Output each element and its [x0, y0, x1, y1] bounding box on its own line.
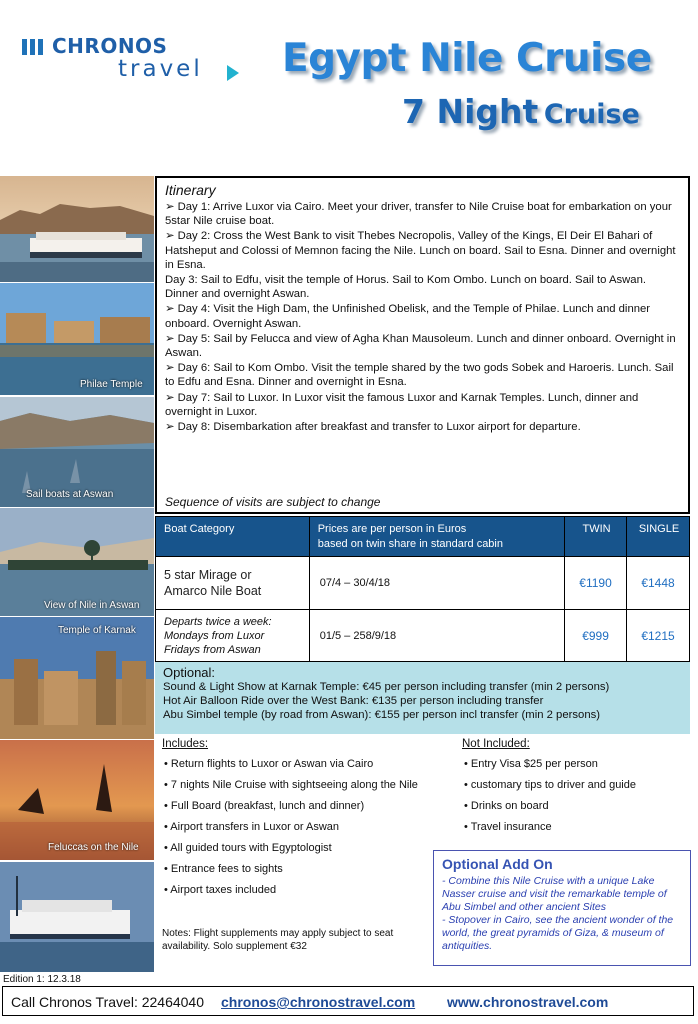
header-boat-category: Boat Category	[156, 517, 310, 557]
logo-bars-icon	[22, 39, 46, 55]
photo-cruise-ship	[0, 862, 154, 972]
photo-caption: View of Nile in Aswan	[44, 600, 140, 611]
header-prices-line2: based on twin share in standard cabin	[317, 538, 503, 550]
optional-item: Abu Simbel temple (by road from Aswan): €155 per person incl transfer (min 2 persons)	[163, 709, 601, 721]
single-price-cell: €1448	[627, 557, 690, 610]
addon-item: - Stopover in Cairo, see the ancient wonder of the world, the great pyramids of Giza, & museum of antiquities.	[442, 914, 674, 952]
includes-title: Includes:	[162, 738, 209, 750]
list-item: • Airport transfers in Luxor or Aswan	[164, 821, 340, 833]
itinerary-day: ➢ Day 8: Disembarkation after breakfast and transfer to Luxor airport for departure.	[165, 421, 581, 434]
optional-extras	[155, 662, 690, 734]
not-included-list	[462, 738, 687, 838]
itinerary-box	[155, 176, 690, 514]
itinerary-title: Itinerary	[165, 182, 216, 198]
photo-cruise-boat	[0, 176, 154, 282]
contact-footer	[2, 986, 694, 1016]
optional-item: Sound & Light Show at Karnak Temple: €45 per person including transfer (min 2 persons)	[163, 681, 610, 693]
departs-line2: Mondays from Luxor	[164, 629, 265, 642]
itinerary-day: ➢ Day 7: Sail to Luxor. In Luxor visit the famous Luxor and Karnak Temples. Lunch, dinner and overnight in Luxor.	[165, 391, 639, 418]
list-item: • Travel insurance	[464, 821, 552, 833]
photo-caption: Temple of Karnak	[58, 625, 136, 636]
list-item: • customary tips to driver and guide	[464, 779, 636, 791]
logo-play-icon	[227, 65, 239, 81]
website-link[interactable]: www.chronostravel.com	[447, 994, 609, 1010]
page-subtitle	[402, 92, 640, 131]
addon-title: Optional Add On	[442, 856, 553, 872]
itinerary-day: Day 3: Sail to Edfu, visit the temple of Horus. Sail to Kom Ombo. Lunch on board. Sail to Aswan. Dinner and overnight Aswan.	[165, 274, 646, 301]
price-table-header	[156, 517, 690, 557]
email-link[interactable]: chronos@chronostravel.com	[221, 994, 416, 1010]
header-prices	[309, 517, 564, 557]
itinerary-day: ➢ Day 2: Cross the West Bank to visit Thebes Necropolis, Valley of the Kings, El Deir El Bahari of Hatsheput and Colossi of Memnon facing the Nile. Lunch on board. Sail to Esna. Dinner and overnight in Esna.	[165, 230, 676, 271]
twin-price-cell: €999	[565, 610, 627, 662]
departs-line3: Fridays from Aswan	[164, 643, 261, 656]
list-item: • Return flights to Luxor or Aswan via Cairo	[164, 758, 374, 770]
boat-name-cell	[156, 557, 310, 610]
date-range-cell: 01/5 – 258/9/18	[309, 610, 564, 662]
includes-list	[162, 738, 442, 901]
departs-line1: Departs twice a week:	[164, 615, 272, 628]
list-item: • Full Board (breakfast, lunch and dinner)	[164, 800, 365, 812]
optional-title: Optional:	[163, 665, 216, 680]
logo-brand-bottom: travel	[118, 56, 203, 82]
photo-sail-boats-aswan	[0, 397, 154, 507]
subtitle-big: 7 Night	[402, 92, 539, 131]
header-twin: TWIN	[565, 517, 627, 557]
phone-text: Call Chronos Travel: 22464040	[11, 994, 205, 1010]
table-row	[156, 557, 690, 610]
itinerary-day: ➢ Day 5: Sail by Felucca and view of Agha Khan Mausoleum. Lunch and dinner onboard. Overnight in Aswan.	[165, 332, 676, 360]
optional-addon-box	[433, 850, 691, 966]
photo-feluccas-nile	[0, 740, 154, 860]
list-item: • Entry Visa $25 per person	[464, 758, 598, 770]
itinerary-day: ➢ Day 6: Sail to Kom Ombo. Visit the temple shared by the two gods Sobek and Haroeris. Lunch. Sail to Edfu and Esna. Dinner and overnight in Esna.	[165, 362, 674, 389]
photo-temple-karnak	[0, 617, 154, 739]
list-item: • All guided tours with Egyptologist	[164, 842, 332, 854]
list-item: • Entrance fees to sights	[164, 863, 283, 875]
header-single: SINGLE	[627, 517, 690, 557]
page-title: Egypt Nile Cruise	[282, 36, 652, 81]
twin-price-cell: €1190	[565, 557, 627, 610]
not-included-title: Not Included:	[462, 738, 530, 750]
logo-brand-top: CHRONOS	[52, 34, 168, 58]
single-price-cell: €1215	[627, 610, 690, 662]
list-item: • Drinks on board	[464, 800, 549, 812]
optional-item: Hot Air Balloon Ride over the West Bank: €135 per person including transfer	[163, 695, 544, 707]
departs-cell	[156, 610, 310, 662]
table-row	[156, 610, 690, 662]
photo-caption: Feluccas on the Nile	[48, 842, 139, 853]
itinerary-day: ➢ Day 1: Arrive Luxor via Cairo. Meet your driver, transfer to Nile Cruise boat for embarkation on your 5star Nile cruise boat.	[165, 201, 672, 228]
edition-label: Edition 1: 12.3.18	[3, 974, 81, 985]
chronos-logo	[22, 36, 232, 86]
boat-name-line2: Amarco Nile Boat	[164, 584, 262, 598]
boat-name-line1: 5 star Mirage or	[164, 568, 252, 582]
itinerary-note: Sequence of visits are subject to change	[165, 495, 381, 509]
photo-caption: Sail boats at Aswan	[26, 489, 114, 500]
notes-text: Notes: Flight supplements may apply subject to seat availability. Solo supplement €32	[162, 928, 394, 952]
list-item: • Airport taxes included	[164, 884, 277, 896]
photo-philae-temple	[0, 283, 154, 395]
list-item: • 7 nights Nile Cruise with sightseeing along the Nile	[164, 779, 418, 791]
itinerary-day: ➢ Day 4: Visit the High Dam, the Unfinished Obelisk, and the Temple of Philae. Lunch and dinner onboard. Overnight Aswan.	[165, 303, 651, 330]
price-table	[155, 516, 690, 662]
addon-item: - Combine this Nile Cruise with a unique Lake Nasser cruise and visit the remarkable temple of Abu Simbel and other ancient Sites	[442, 875, 667, 913]
photo-strip	[0, 176, 154, 972]
date-range-cell: 07/4 – 30/4/18	[309, 557, 564, 610]
header-prices-line1: Prices are per person in Euros	[317, 523, 467, 535]
photo-caption: Philae Temple	[80, 379, 143, 390]
subtitle-small: Cruise	[543, 99, 640, 130]
photo-nile-aswan	[0, 508, 154, 616]
